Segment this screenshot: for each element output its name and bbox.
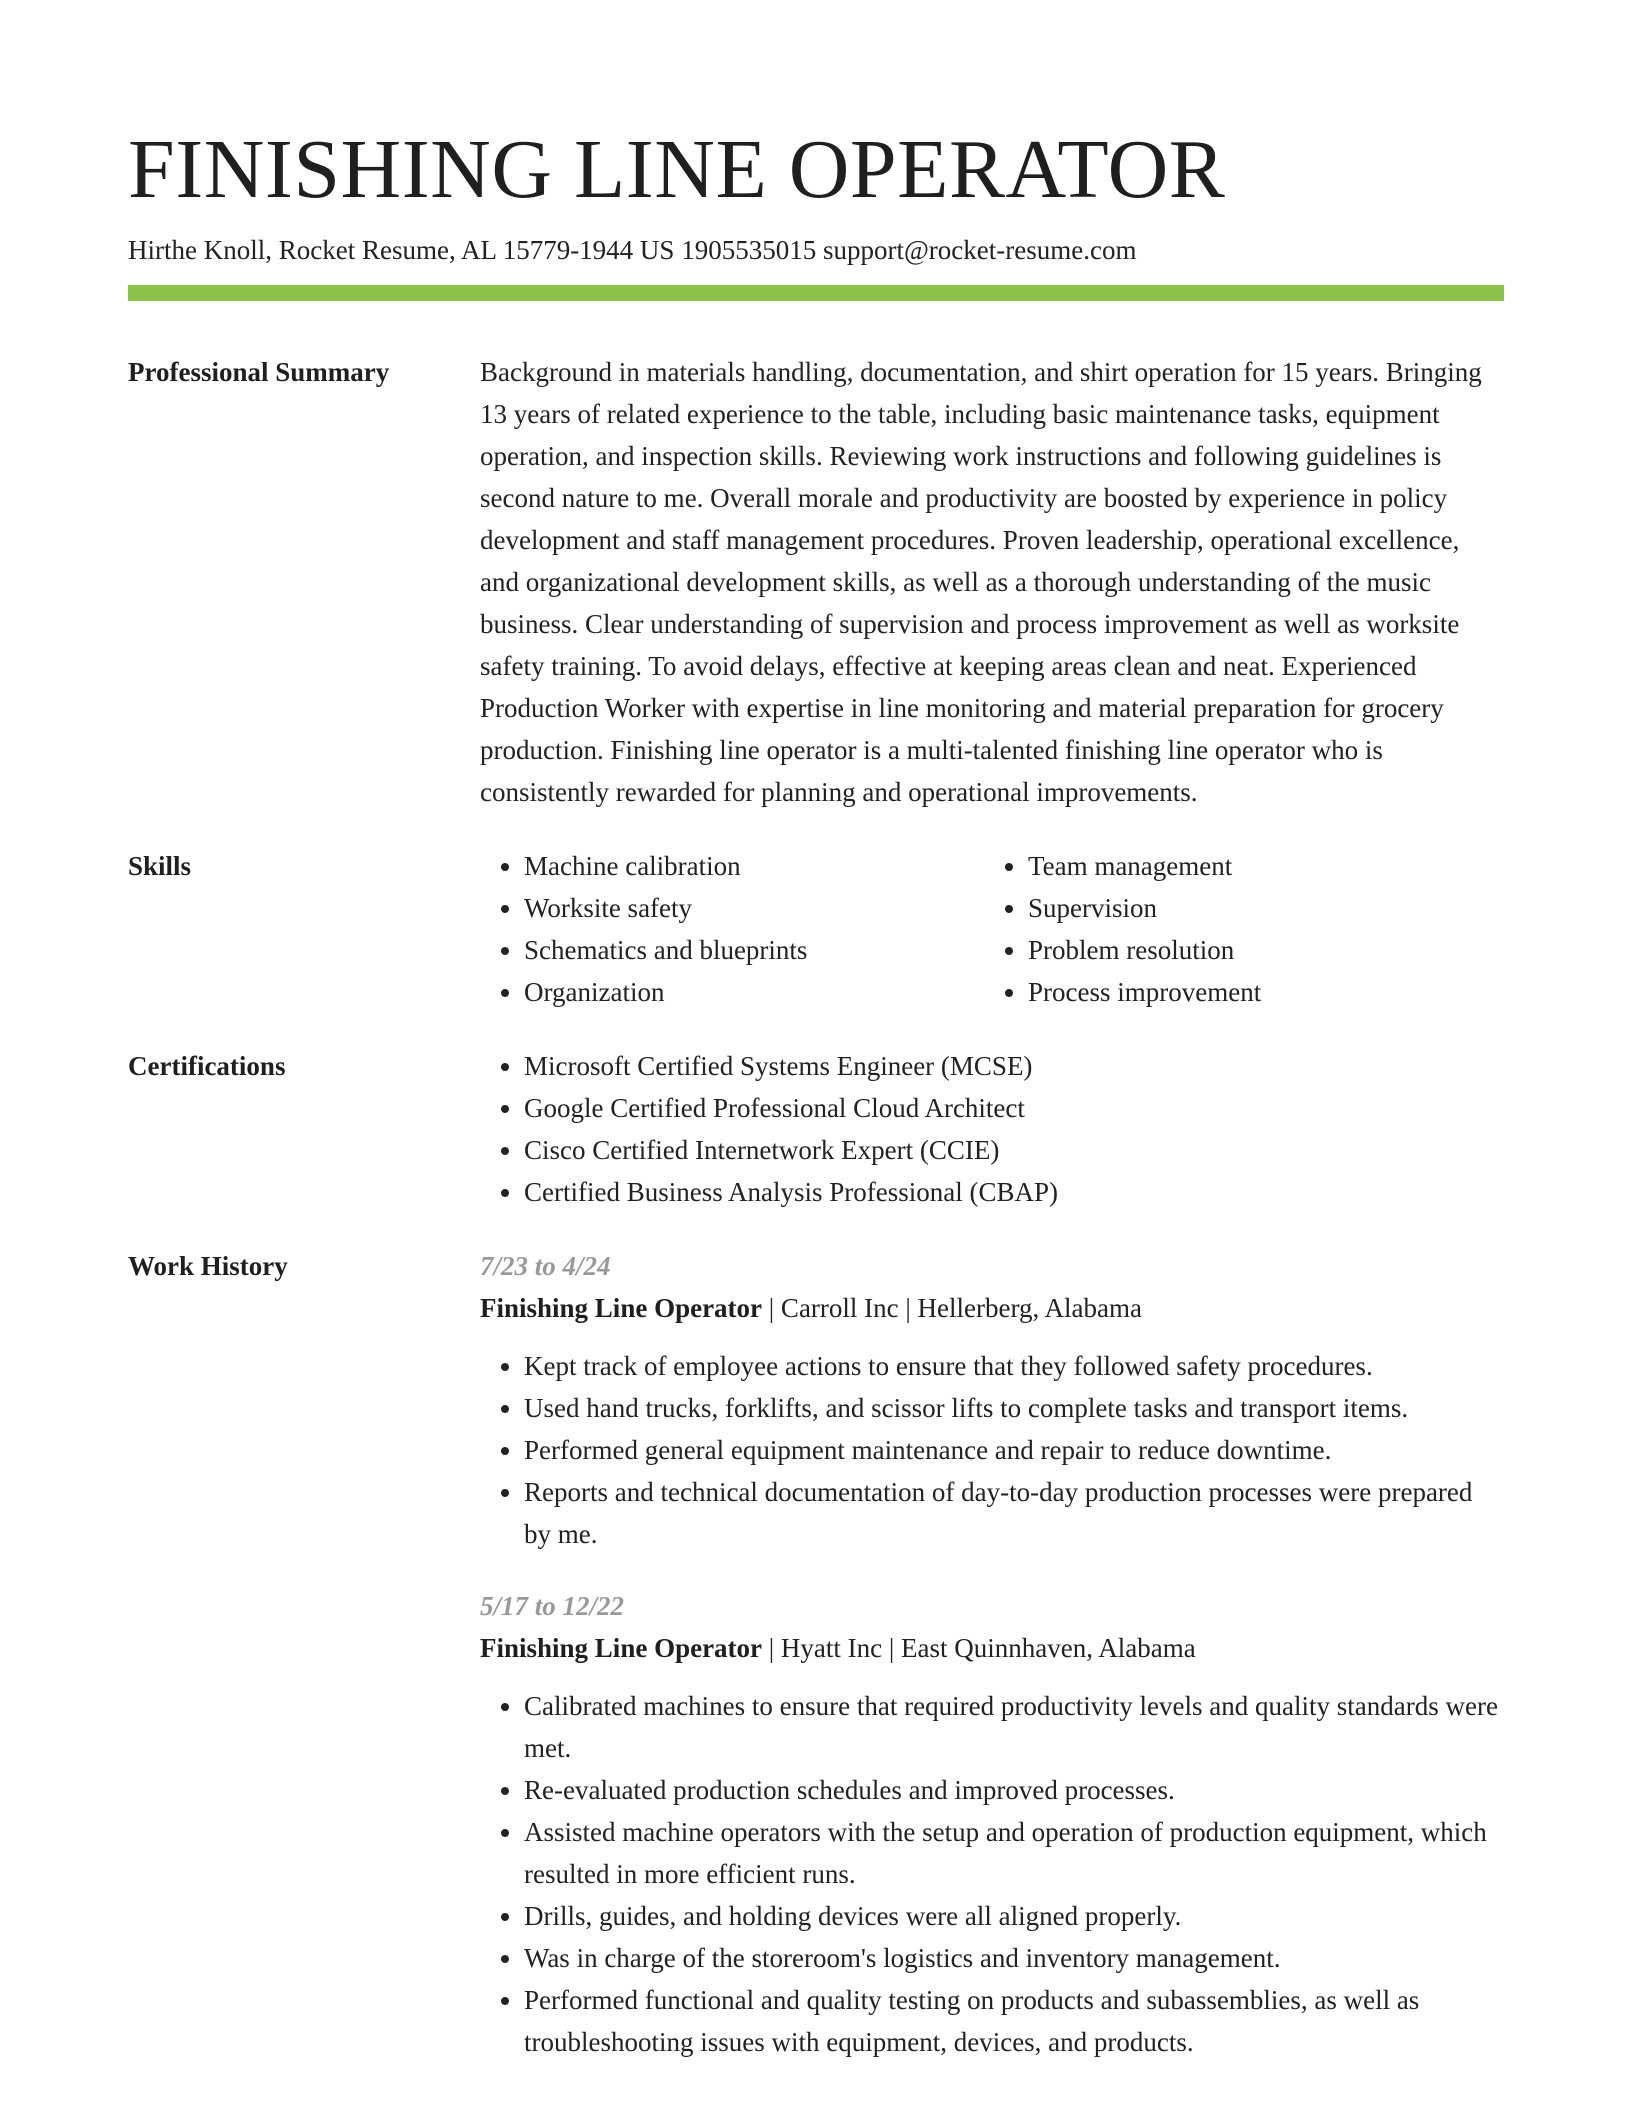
certification-item: • Microsoft Certified Systems Engineer (MCSE) — [524, 1045, 1504, 1087]
contact-info: Hirthe Knoll, Rocket Resume, AL 15779-1944 US 1905535015 support@rocket-resume.com — [128, 235, 1137, 265]
job-bullet: • Drills, guides, and holding devices were all aligned properly. — [524, 1895, 1504, 1937]
job-employer-location: | Carroll Inc | Hellerberg, Alabama — [762, 1293, 1142, 1323]
job-bullet: • Kept track of employee actions to ensure that they followed safety procedures. — [524, 1345, 1504, 1387]
skill-item: • Team management — [1028, 845, 1488, 887]
section-label-certifications: Certifications — [128, 1051, 286, 1081]
job-bullet: • Used hand trucks, forklifts, and scissor lifts to complete tasks and transport items. — [524, 1387, 1504, 1429]
section-label-summary: Professional Summary — [128, 357, 390, 387]
job-dates: 7/23 to 4/24 — [480, 1251, 611, 1281]
skill-item: • Supervision — [1028, 887, 1488, 929]
job-bullet: • Re-evaluated production schedules and improved processes. — [524, 1769, 1504, 1811]
section-label-work-history: Work History — [128, 1251, 288, 1281]
job-bullet: • Reports and technical documentation of day-to-day production processes were prepared by me. — [524, 1471, 1504, 1555]
job-bullets — [480, 1685, 1504, 2063]
certification-item: • Certified Business Analysis Professional (CBAP) — [524, 1171, 1504, 1213]
job-heading — [480, 1627, 1504, 1669]
skills-list-right — [984, 845, 1488, 1013]
skills-column-right — [984, 845, 1488, 1013]
certification-item: • Google Certified Professional Cloud Architect — [524, 1087, 1504, 1129]
skills-body — [480, 845, 1504, 1013]
job-bullet: • Assisted machine operators with the setup and operation of production equipment, which resulted in more efficient runs. — [524, 1811, 1504, 1895]
skills-column-left — [480, 845, 984, 1013]
work-history-body — [480, 1245, 1504, 2063]
section-label-skills: Skills — [128, 851, 192, 881]
summary-text: Background in materials handling, documentation, and shirt operation for 15 years. Bringing 13 years of related experience to the table, including basic maintenance tasks, equipment operation, and inspection skills. Reviewing work instructions and following guidelines is second nature to me. Overall morale and productivity are boosted by experience in policy development and staff management procedures. Proven leadership, operational excellence, and organizational development skills, as well as a thorough understanding of the music business. Clear understanding of supervision and process improvement as well as worksite safety training. To avoid delays, effective at keeping areas clean and neat. Experienced Production Worker with expertise in line monitoring and material preparation for grocery production. Finishing line operator is a multi-talented finishing line operator who is consistently rewarded for planning and operational improvements. — [480, 357, 1482, 807]
skill-item: • Worksite safety — [524, 887, 984, 929]
skills-list-left — [480, 845, 984, 1013]
certification-item: • Cisco Certified Internetwork Expert (CCIE) — [524, 1129, 1504, 1171]
skill-item: • Problem resolution — [1028, 929, 1488, 971]
job-bullet: • Was in charge of the storeroom's logistics and inventory management. — [524, 1937, 1504, 1979]
skill-item: • Machine calibration — [524, 845, 984, 887]
header-divider — [128, 285, 1504, 301]
job-entry — [480, 1585, 1504, 2063]
job-title: Finishing Line Operator — [480, 1293, 763, 1323]
job-bullet: • Calibrated machines to ensure that required productivity levels and quality standards were met. — [524, 1685, 1504, 1769]
job-bullet: • Performed general equipment maintenance and repair to reduce downtime. — [524, 1429, 1504, 1471]
job-heading — [480, 1287, 1504, 1329]
work-history-section — [128, 1245, 1504, 2063]
job-dates: 5/17 to 12/22 — [480, 1591, 625, 1621]
job-bullets — [480, 1345, 1504, 1555]
job-bullet: • Performed functional and quality testing on products and subassemblies, as well as troubleshooting issues with equipment, devices, and products. — [524, 1979, 1504, 2063]
skill-item: • Organization — [524, 971, 984, 1013]
certifications-body — [480, 1045, 1504, 1213]
skill-item: • Process improvement — [1028, 971, 1488, 1013]
certifications-list — [480, 1045, 1504, 1213]
job-employer-location: | Hyatt Inc | East Quinnhaven, Alabama — [762, 1633, 1196, 1663]
job-title: Finishing Line Operator — [480, 1633, 763, 1663]
certifications-section — [128, 1045, 1504, 1213]
skills-columns — [480, 845, 1504, 1013]
resume-page — [128, 118, 1504, 2063]
skills-section — [128, 845, 1504, 1013]
candidate-name: FINISHING LINE OPERATOR — [128, 123, 1226, 216]
job-entry — [480, 1245, 1504, 1555]
summary-section — [128, 351, 1504, 813]
skill-item: • Schematics and blueprints — [524, 929, 984, 971]
